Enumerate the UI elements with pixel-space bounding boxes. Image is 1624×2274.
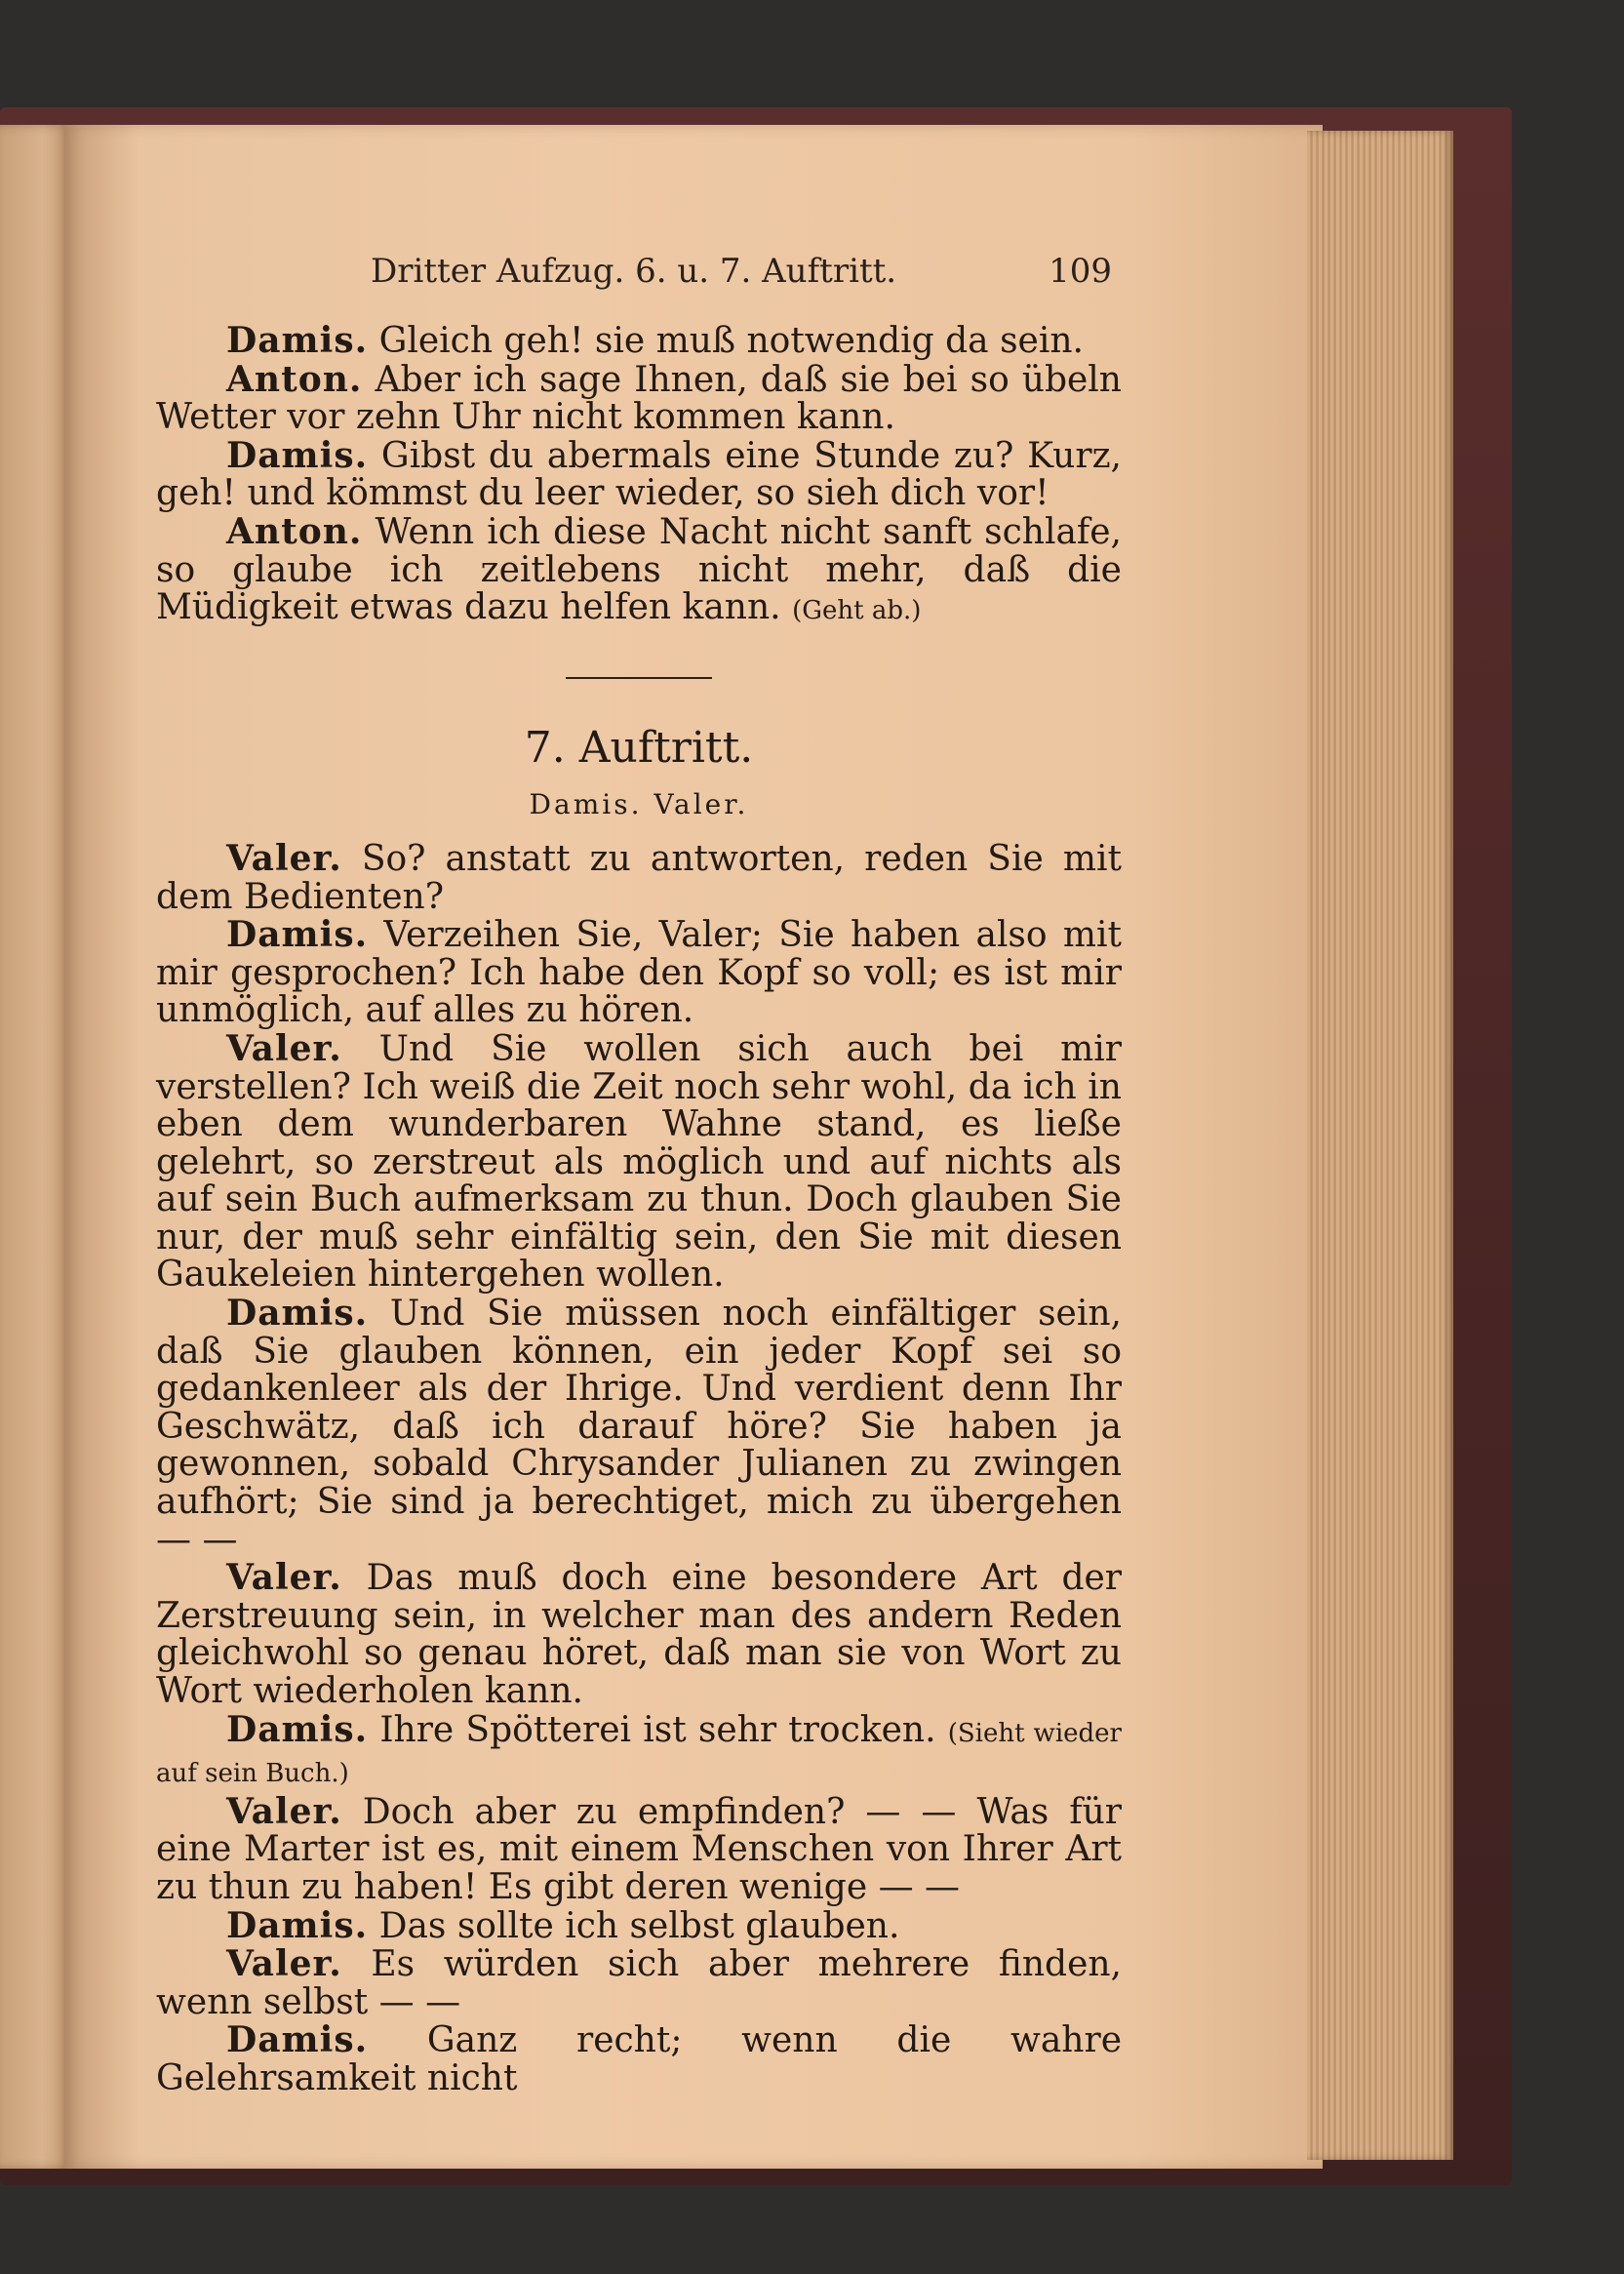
speech	[156, 837, 1122, 917]
speaker: Valer.	[226, 1027, 342, 1069]
speaker: Damis.	[226, 320, 369, 361]
speaker: Valer.	[226, 1790, 342, 1832]
speech-text: Aber ich sage Ihnen, daß sie bei so übeln Wetter vor zehn Uhr nicht kommen kann.	[156, 359, 1122, 438]
speaker: Damis.	[226, 1708, 369, 1750]
speech	[156, 1559, 1122, 1710]
speech	[156, 1945, 1122, 2021]
speech-text: Gleich geh! sie muß notwendig da sein.	[378, 321, 1085, 361]
speech	[156, 434, 1122, 514]
page-header	[371, 252, 1112, 300]
section-divider	[566, 677, 712, 679]
speech	[156, 358, 1122, 438]
running-title: Dritter Aufzug. 6. u. 7. Auftritt.	[371, 252, 897, 291]
speaker: Valer.	[226, 837, 342, 879]
speech	[156, 510, 1122, 630]
speech	[156, 1904, 1122, 1946]
speech-text: So? anstatt zu antworten, reden Sie mit dem Bedienten?	[156, 838, 1122, 917]
speech-text: Und Sie wollen sich auch bei mir verstellen? Ich weiß die Zeit noch sehr wohl, da ich in eben dem wunderbaren Wahne stand, es ließe gelehrt, so zerstreut als möglich und auf nichts als auf sein Buch aufmerksam zu thun. Doch glauben Sie nur, der muß sehr einfältig sein, den Sie mit diesen Gaukeleien hintergehen wollen.	[156, 1028, 1122, 1296]
page-edges	[1307, 131, 1453, 2160]
scene-persons: Damis. Valer.	[529, 788, 749, 821]
speaker: Valer.	[226, 1943, 342, 1985]
speaker: Anton.	[226, 358, 363, 400]
speech-text: Gibst du abermals eine Stunde zu? Kurz, geh! und kömmst du leer wieder, so sieh dich vor!	[156, 435, 1122, 514]
speech-text: Verzeihen Sie, Valer; Sie haben also mit mir gesprochen? Ich habe den Kopf so voll; es ist mir unmöglich, auf alles zu hören.	[156, 915, 1122, 1031]
speech-text: Es würden sich aber mehrere finden, wenn selbst — —	[156, 1944, 1123, 2022]
speech	[156, 322, 1122, 361]
speaker: Anton.	[226, 510, 363, 552]
speaker: Damis.	[226, 2019, 369, 2061]
speech-text: Wenn ich diese Nacht nicht sanft schlafe, so glaube ich zeitlebens nicht mehr, daß die Müdigkeit etwas dazu helfen kann.	[156, 511, 1122, 628]
speech-text: Doch aber zu empfinden? — — Was für eine Marter ist es, mit einem Menschen von Ihrer Art zu thun zu haben! Es gibt deren wenige — —	[156, 1791, 1122, 1907]
scene-title: 7. Auftritt.	[524, 722, 754, 773]
speech-text: Und Sie müssen noch einfältiger sein, daß Sie glauben können, ein jeder Kopf sei so gedankenleer als der Ihrige. Und verdient denn Ihr Geschwätz, daß ich darauf höre? Sie haben ja gewonnen, sobald Chrysander Julianen zu zwingen aufhört; Sie sind ja berechtiget, mich zu übergehen — —	[156, 1294, 1122, 1560]
speech	[156, 1027, 1122, 1296]
left-page-edge	[0, 125, 70, 2169]
speech	[156, 1708, 1122, 1793]
speaker: Damis.	[226, 434, 369, 476]
speaker: Damis.	[226, 1904, 369, 1946]
stage-direction: (Sieht wieder auf sein Buch.)	[156, 1718, 1122, 1789]
page-text	[156, 322, 1122, 2098]
speech-text: Ihre Spötterei ist sehr trocken.	[379, 1709, 936, 1750]
speaker: Damis.	[226, 1293, 369, 1335]
page-number: 109	[1049, 252, 1112, 291]
speech	[156, 916, 1122, 1030]
speech-text: Das sollte ich selbst glauben.	[378, 1905, 900, 1946]
speech-text: Das muß doch eine besondere Art der Zerstreuung sein, in welcher man des andern Reden gleichwohl so genau höret, daß man sie von Wort zu Wort wiederholen kann.	[156, 1558, 1123, 1711]
speaker: Valer.	[226, 1557, 342, 1599]
speech-text: Ganz recht; wenn die wahre Gelehrsamkeit nicht	[156, 2020, 1122, 2098]
speech	[156, 1790, 1122, 1907]
speech	[156, 2021, 1122, 2097]
speaker: Damis.	[226, 914, 369, 956]
stage-direction: (Geht ab.)	[792, 596, 922, 626]
speech	[156, 1295, 1122, 1559]
